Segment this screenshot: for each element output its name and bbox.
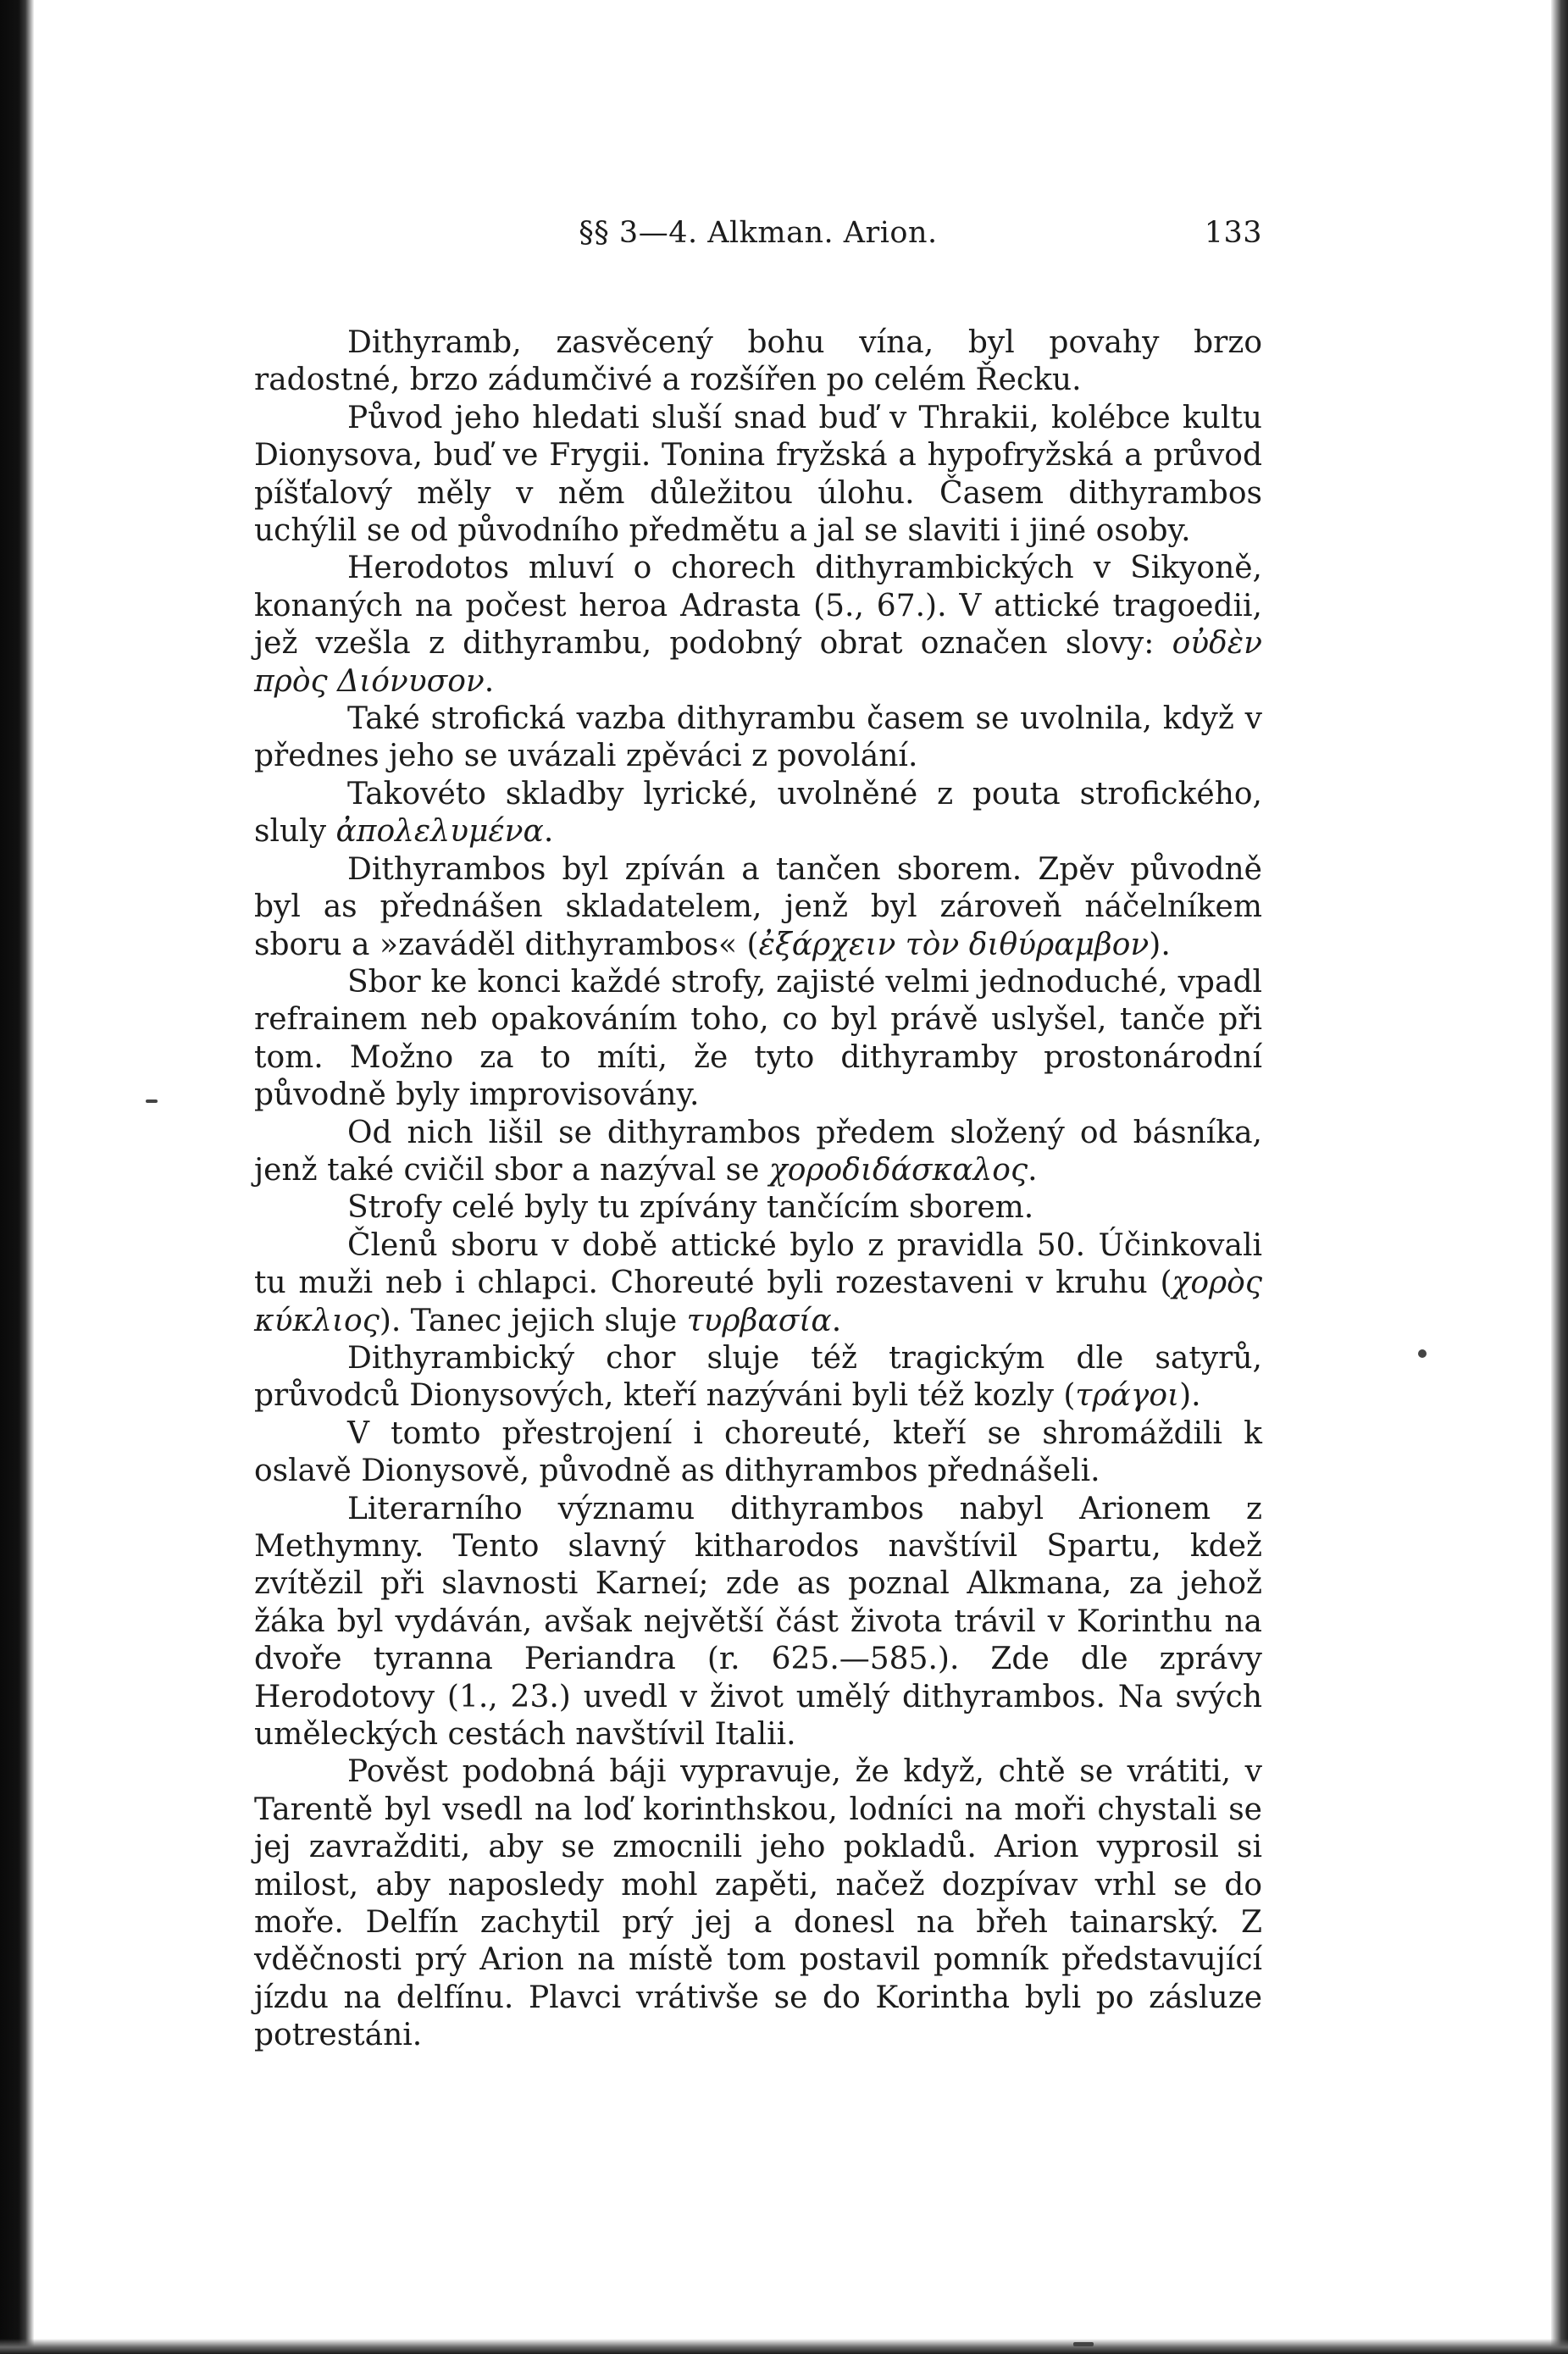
paragraph	[254, 1115, 1262, 1190]
text-segment: ). Tanec jejich sluje	[379, 1303, 687, 1338]
text-segment: Dithyrambos byl zpíván a tančen sborem. Zpěv původně byl as přednášen skladatelem, jenž byl zároveň náčelníkem sboru a »zaváděl dithyrambos« (	[254, 851, 1262, 962]
text-segment: ).	[1179, 1378, 1201, 1414]
paragraph	[254, 400, 1262, 551]
text-segment: .	[1028, 1152, 1038, 1188]
scan-speck	[146, 1099, 158, 1103]
scan-border-right	[1551, 0, 1568, 2354]
text-segment: .	[543, 814, 554, 850]
paragraph	[254, 1340, 1262, 1415]
page-number: 133	[1204, 216, 1262, 250]
paragraph	[254, 1753, 1262, 2054]
running-head-title: §§ 3—4. Alkman. Arion.	[579, 216, 938, 250]
paragraph	[254, 701, 1262, 776]
paragraph	[254, 1227, 1262, 1340]
text-segment: Dithyramb, zasvěcený bohu vína, byl povahy brzo radostné, brzo zádumčivé a rozšířen po celém Řecku.	[254, 325, 1262, 398]
text-segment: Pověst podobná báji vypravuje, že když, chtě se vrátiti, v Tarentě byl vsedl na loď korinthskou, lodníci na moři chystali se jej zavražditi, aby se zmocnili jeho pokladů. Arion vyprosil si milost, aby naposledy mohl zapěti, načež dozpívav vrhl se do moře. Delfín zachytil prý jej a donesl na břeh tainarský. Z vděčnosti prý Arion na místě tom postavil pomník představující jízdu na delfínu. Plavci vrátivše se do Korintha byli po zásluze potrestáni.	[254, 1754, 1262, 2053]
greek-phrase: ἀπολελυμένα	[335, 814, 544, 850]
paragraph	[254, 324, 1262, 400]
text-segment: Původ jeho hledati sluší snad buď v Thrakii, kolébce kultu Dionysova, buď ve Frygii. Tonina fryžská a hypofryžská a průvod píšťalový měly v něm důležitou úlohu. Časem dithyrambos uchýlil se od původního předmětu a jal se slaviti i jiné osoby.	[254, 400, 1262, 549]
text-segment: .	[831, 1303, 842, 1338]
paragraph	[254, 851, 1262, 964]
scan-speck	[1073, 2342, 1094, 2346]
text-segment: ).	[1149, 927, 1171, 962]
paragraph	[254, 964, 1262, 1115]
scan-border-bottom	[0, 2339, 1568, 2354]
text-segment: Členů sboru v době attické bylo z pravidla 50. Účinkovali tu muži neb i chlapci. Choreuté byli rozestaveni v kruhu (	[254, 1227, 1262, 1301]
paragraph	[254, 550, 1262, 701]
text-segment: Dithyrambický chor sluje též tragickým dle satyrů, průvodců Dionysových, kteří nazýváni byli též kozly (	[254, 1340, 1262, 1414]
greek-phrase: τυρβασία	[686, 1303, 832, 1338]
text-segment: Sbor ke konci každé strofy, zajisté velmi jednoduché, vpadl refrainem neb opakováním toho, co byl právě uslyšel, tanče při tom. Možno za to míti, že tyto dithyramby prostonárodní původně byly improvisovány.	[254, 964, 1262, 1113]
paragraph	[254, 1491, 1262, 1754]
paragraph	[254, 1189, 1262, 1227]
text-segment: V tomto přestrojení i choreuté, kteří se shromáždili k oslavě Dionysově, původně as dithyrambos přednášeli.	[254, 1415, 1262, 1489]
text-segment: Herodotos mluví o chorech dithyrambických v Sikyoně, konaných na počest heroa Adrasta (5., 67.). V attické tragoedii, jež vzešla z dithyrambu, podobný obrat označen slovy:	[254, 551, 1262, 662]
text-segment: Literarního významu dithyrambos nabyl Arionem z Methymny. Tento slavný kitharodos navštívil Spartu, kdež zvítězil při slavnosti Karneí; zde as poznal Alkmana, za jehož žáka byl vydáván, avšak největší část života trávil v Korinthu na dvoře tyranna Periandra (r. 625.—585.). Zde dle zprávy Herodotovy (1., 23.) uvedl v život umělý dithyrambos. Na svých uměleckých cestách navštívil Italii.	[254, 1491, 1262, 1753]
text-segment: .	[484, 663, 495, 699]
paragraph	[254, 776, 1262, 851]
text-segment: Strofy celé byly tu zpívány tančícím sborem.	[347, 1190, 1034, 1226]
greek-phrase: χοροδιδάσκαλος	[768, 1152, 1028, 1188]
scan-speck	[1418, 1349, 1427, 1358]
paragraph	[254, 1415, 1262, 1491]
body-text	[254, 324, 1262, 2055]
text-segment: Takovéto skladby lyrické, uvolněné z pouta strofického, sluly	[254, 776, 1262, 850]
greek-phrase: τράγοι	[1075, 1378, 1180, 1414]
greek-phrase: χορὸς κύκλιος	[254, 1266, 1262, 1338]
book-page	[254, 216, 1262, 2055]
text-segment: Také strofická vazba dithyrambu časem se uvolnila, když v přednes jeho se uvázali zpěváci z povolání.	[254, 701, 1262, 774]
greek-phrase: ἐξάρχειν τὸν διθύραμβον	[758, 927, 1150, 962]
scan-border-left	[0, 0, 34, 2354]
greek-phrase: οὐδὲν πρὸς Διόνυσον	[254, 626, 1262, 699]
running-head	[254, 216, 1262, 258]
text-segment: Od nich lišil se dithyrambos předem složený od básníka, jenž také cvičil sbor a nazýval se	[254, 1115, 1262, 1188]
